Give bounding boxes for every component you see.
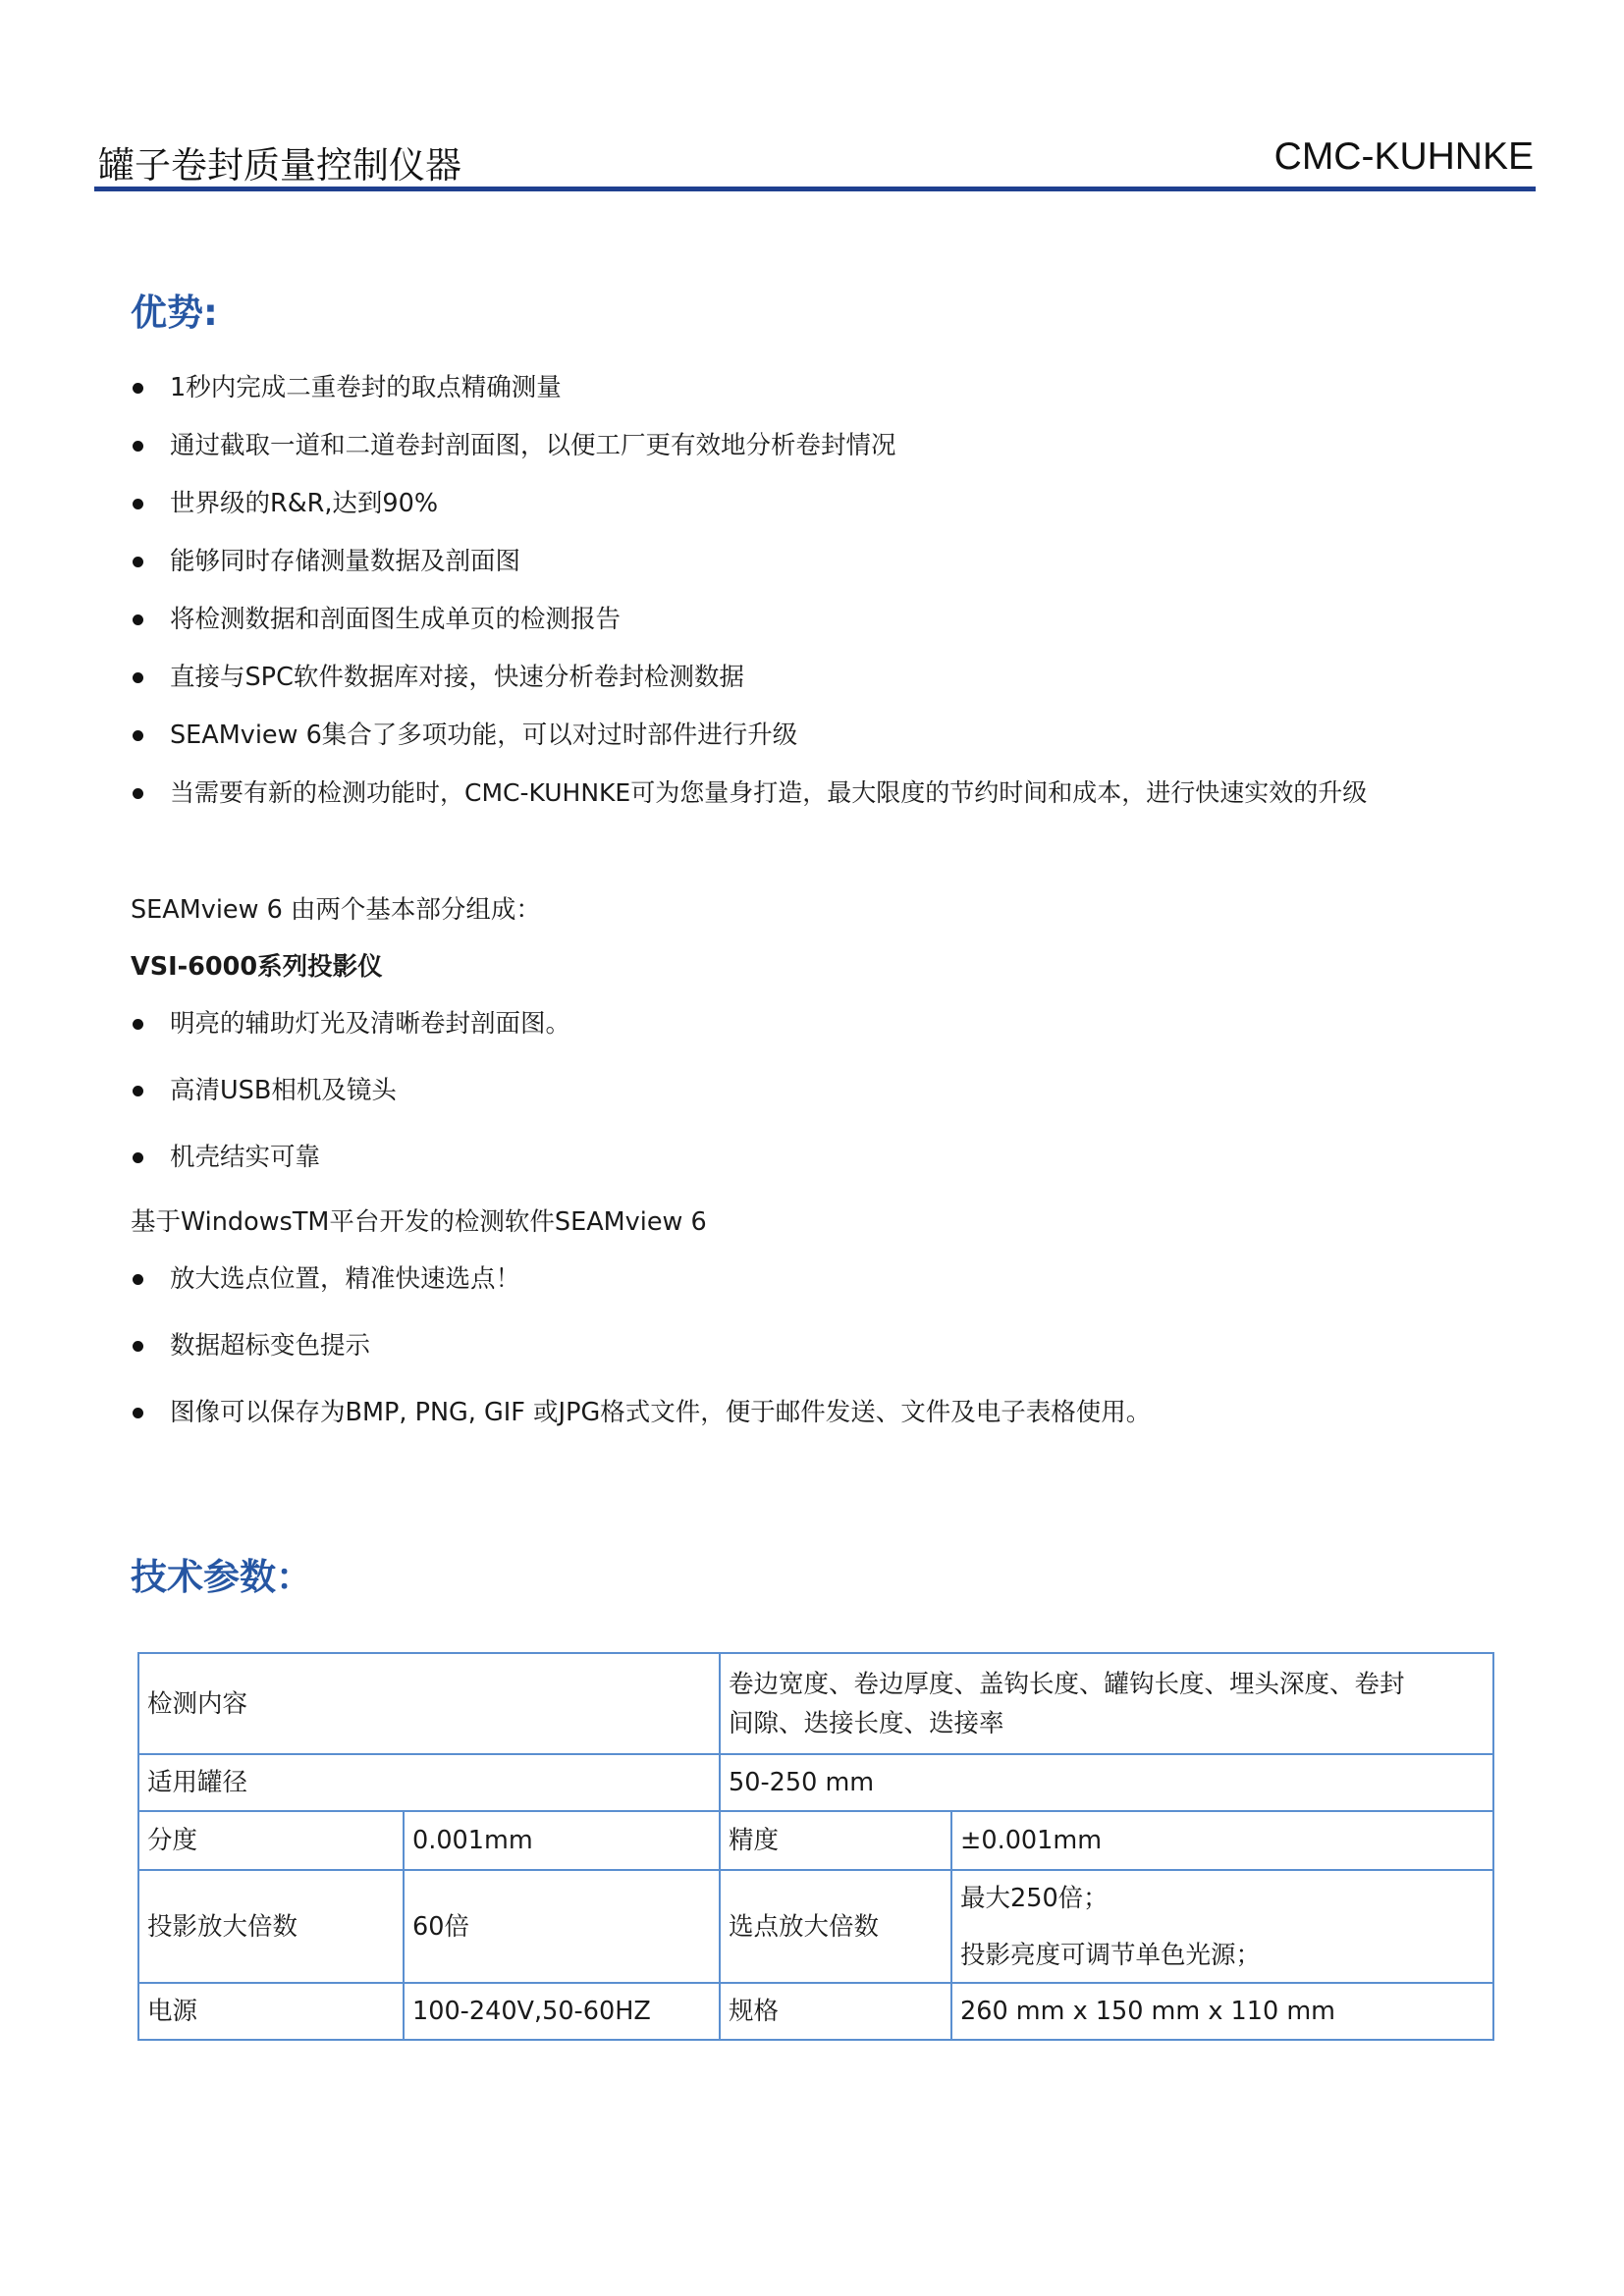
size-value-cell: 260 mm x 150 mm x 110 mm (951, 1983, 1493, 2040)
list-item: 能够同时存储测量数据及剖面图 (131, 545, 1367, 578)
bullet-icon (133, 1086, 143, 1096)
detect-value-line: 间隙、迭接长度、迭接率 (729, 1708, 1004, 1738)
list-item: 数据超标变色提示 (131, 1329, 1151, 1362)
bullet-icon (133, 441, 143, 452)
bullet-icon (133, 1408, 143, 1418)
list-item: 机壳结实可靠 (131, 1141, 570, 1174)
table-row (138, 1983, 1493, 2040)
projection-label-cell: 投影放大倍数 (138, 1870, 404, 1983)
select-value-line: 投影亮度可调节单色光源； (960, 1940, 1262, 1970)
power-value-cell: 100-240V,50-60HZ (404, 1983, 720, 2040)
projector-title: VSI-6000系列投影仪 (131, 952, 383, 982)
table-row (138, 1811, 1493, 1870)
list-item: 图像可以保存为BMP, PNG, GIF 或JPG格式文件，便于邮件发送、文件及电子表格使用。 (131, 1396, 1151, 1429)
detect-value-cell (720, 1653, 1493, 1754)
bullet-icon (133, 1152, 143, 1163)
advantages-list (131, 371, 1367, 810)
list-item: 世界级的R&R,达到90% (131, 487, 1367, 520)
advantages-heading: 优势: (131, 292, 218, 334)
table-row (138, 1754, 1493, 1811)
detect-label-cell: 检测内容 (138, 1653, 720, 1754)
bullet-icon (133, 557, 143, 567)
resolution-value-cell: 0.001mm (404, 1811, 720, 1870)
list-item: 明亮的辅助灯光及清晰卷封剖面图。 (131, 1007, 570, 1041)
specs-heading: 技术参数： (131, 1556, 312, 1598)
composition-intro: SEAMview 6 由两个基本部分组成： (131, 895, 541, 925)
list-item: 通过截取一道和二道卷封剖面图，以便工厂更有效地分析卷封情况 (131, 429, 1367, 462)
list-item: 直接与SPC软件数据库对接，快速分析卷封检测数据 (131, 661, 1367, 694)
bullet-icon (133, 672, 143, 683)
bullet-icon (133, 383, 143, 394)
bullet-icon (133, 614, 143, 625)
select-value-cell (951, 1870, 1493, 1983)
detect-value-line: 卷边宽度、卷边厚度、盖钩长度、罐钩长度、埋头深度、卷封 (729, 1669, 1405, 1699)
list-item: 放大选点位置，精准快速选点！ (131, 1262, 1151, 1296)
list-item: 高清USB相机及镜头 (131, 1074, 570, 1107)
list-item: 1秒内完成二重卷封的取点精确测量 (131, 371, 1367, 404)
bullet-icon (133, 788, 143, 799)
table-row (138, 1653, 1493, 1754)
bullet-icon (133, 1019, 143, 1030)
document-title: 罐子卷封质量控制仪器 (98, 144, 461, 187)
header-divider (94, 187, 1536, 191)
table-row (138, 1870, 1493, 1983)
accuracy-label-cell: 精度 (720, 1811, 951, 1870)
list-item: 当需要有新的检测功能时，CMC-KUHNKE可为您量身打造，最大限度的节约时间和成本，进行快速实效的升级 (131, 776, 1367, 810)
list-item: 将检测数据和剖面图生成单页的检测报告 (131, 603, 1367, 636)
diameter-value-cell: 50-250 mm (720, 1754, 1493, 1811)
projection-value-cell: 60倍 (404, 1870, 720, 1983)
brand-name: CMC-KUHNKE (1273, 135, 1534, 178)
accuracy-value-cell: ±0.001mm (951, 1811, 1493, 1870)
diameter-label-cell: 适用罐径 (138, 1754, 720, 1811)
bullet-icon (133, 1341, 143, 1352)
select-label-cell: 选点放大倍数 (720, 1870, 951, 1983)
list-item: SEAMview 6集合了多项功能，可以对过时部件进行升级 (131, 719, 1367, 752)
software-features-list (131, 1262, 1151, 1429)
resolution-label-cell: 分度 (138, 1811, 404, 1870)
spec-table (137, 1652, 1494, 2041)
power-label-cell: 电源 (138, 1983, 404, 2040)
bullet-icon (133, 499, 143, 509)
software-title: 基于WindowsTM平台开发的检测软件SEAMview 6 (131, 1207, 707, 1237)
select-value-line: 最大250倍； (960, 1883, 1109, 1913)
projector-features-list (131, 1007, 570, 1174)
bullet-icon (133, 1274, 143, 1285)
bullet-icon (133, 730, 143, 741)
size-label-cell: 规格 (720, 1983, 951, 2040)
